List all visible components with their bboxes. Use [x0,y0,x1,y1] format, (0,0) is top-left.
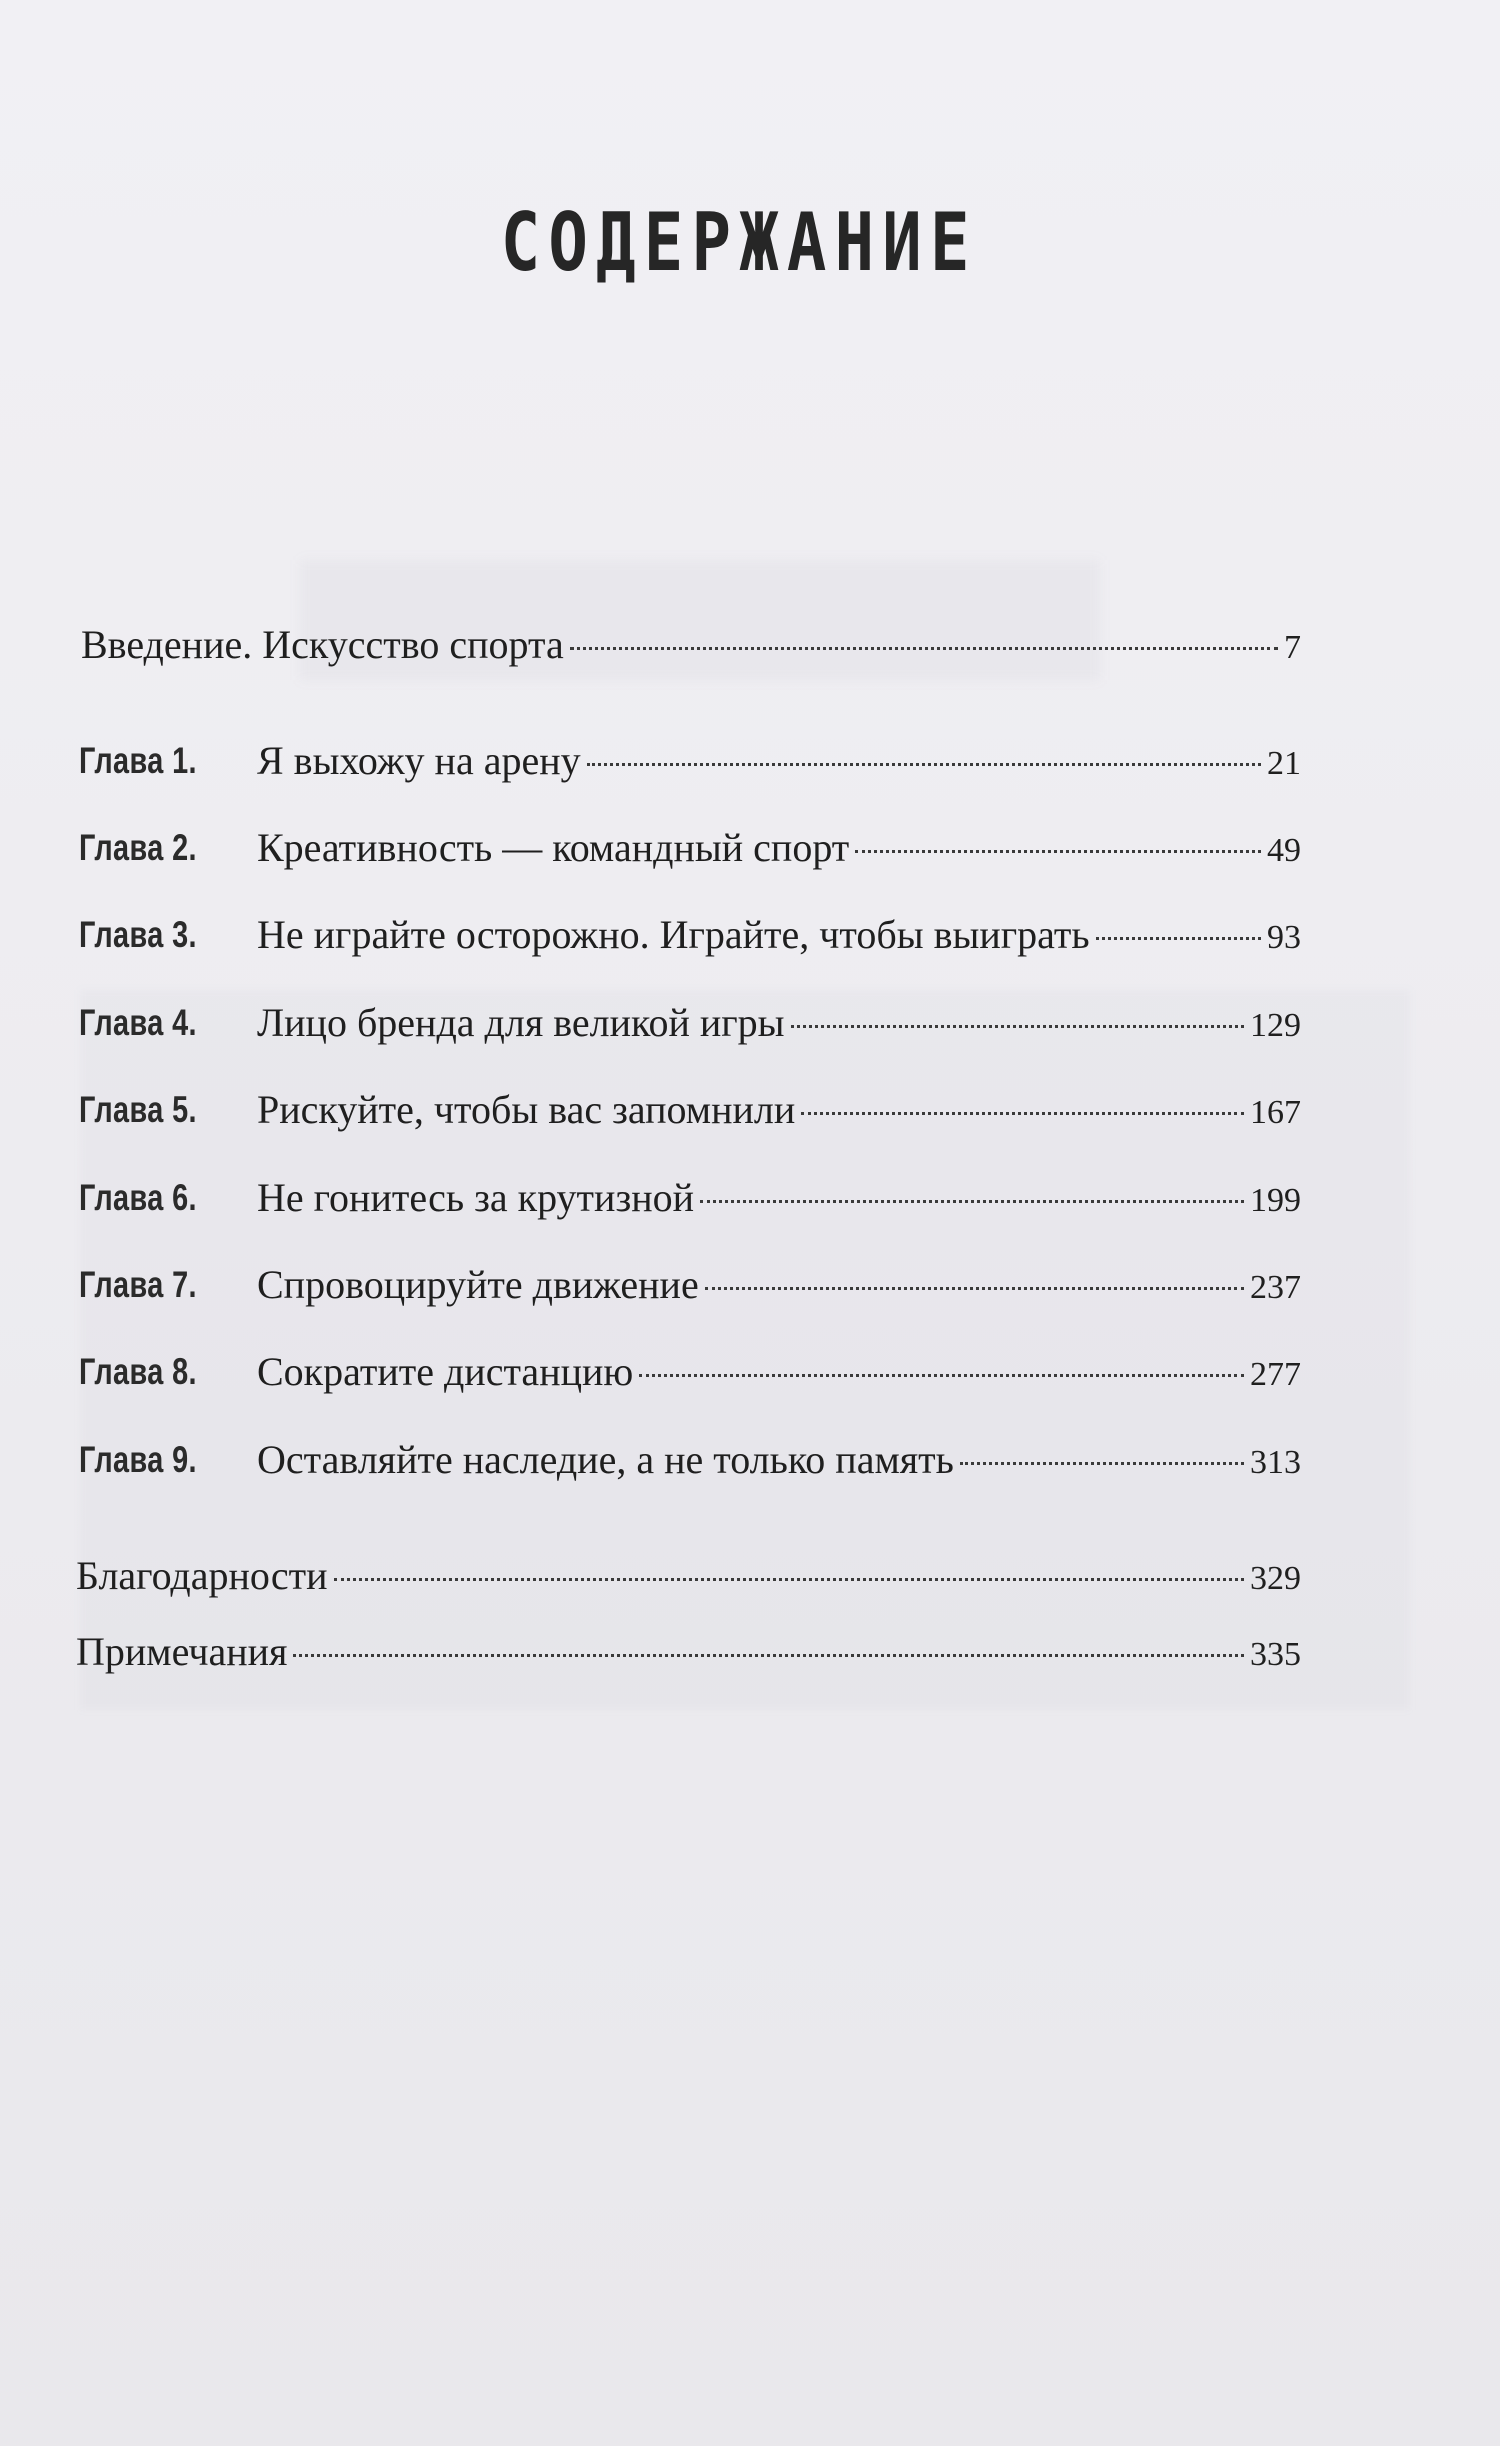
entry-title: Сократите дистанцию [257,1349,634,1394]
dot-leader [639,1374,1244,1377]
entry-title: Креативность — командный спорт [257,825,850,870]
entry-title: Оставляйте наследие, а не только память [257,1437,954,1482]
page-number: 335 [1250,1636,1301,1673]
dot-leader [791,1025,1244,1028]
chapter-label: Глава 2. [79,827,197,868]
dot-leader [293,1654,1244,1657]
toc-entry-line [257,993,1301,1056]
entry-title: Благодарности [76,1553,328,1598]
page-number: 129 [1250,1007,1301,1044]
page-number: 313 [1250,1444,1301,1481]
dot-leader [960,1462,1244,1465]
chapter-label: Глава 5. [79,1089,197,1130]
toc-entry-line [257,1080,1301,1143]
chapter-label: Глава 3. [79,914,197,955]
page-number: 167 [1250,1094,1301,1131]
page-number: 329 [1250,1560,1301,1597]
toc-entry-line [76,1622,1301,1685]
dot-leader [700,1200,1244,1203]
entry-title: Лицо бренда для великой игры [257,1000,785,1045]
entry-title: Спровоцируйте движение [257,1262,699,1307]
dot-leader [587,763,1261,766]
chapter-label: Глава 9. [79,1439,197,1480]
page-number: 49 [1267,832,1301,869]
chapter-label: Глава 4. [79,1002,197,1043]
dot-leader [1096,937,1261,940]
toc-entry-line [257,1168,1301,1231]
toc-entry-line [257,905,1301,968]
chapter-label: Глава 6. [79,1177,197,1218]
entry-title: Я выхожу на арену [257,738,581,783]
toc-entry-line [81,615,1301,678]
toc-entry-line [257,731,1301,794]
entry-title: Введение. Искусство спорта [81,622,564,667]
page-title: СОДЕРЖАНИЕ [500,196,978,289]
entry-title: Примечания [76,1629,288,1674]
chapter-label: Глава 1. [79,740,197,781]
dot-leader [570,647,1278,650]
toc-entry-line [257,818,1301,881]
entry-title: Не играйте осторожно. Играйте, чтобы выиграть [257,912,1090,957]
toc-entry-line [257,1342,1301,1405]
chapter-label: Глава 8. [79,1351,197,1392]
toc-entry-line [257,1430,1301,1493]
page-number: 237 [1250,1269,1301,1306]
toc-entry-line [257,1255,1301,1318]
toc-entry-line [76,1546,1301,1609]
page-number: 21 [1267,745,1301,782]
chapter-label: Глава 7. [79,1264,197,1305]
page-number: 277 [1250,1356,1301,1393]
entry-title: Не гонитесь за крутизной [257,1175,695,1220]
dot-leader [855,850,1261,853]
page-number: 93 [1267,919,1301,956]
dot-leader [705,1287,1244,1290]
page-number: 199 [1250,1182,1301,1219]
dot-leader [801,1112,1244,1115]
page-number: 7 [1284,629,1301,666]
entry-title: Рискуйте, чтобы вас запомнили [257,1087,796,1132]
dot-leader [334,1578,1244,1581]
